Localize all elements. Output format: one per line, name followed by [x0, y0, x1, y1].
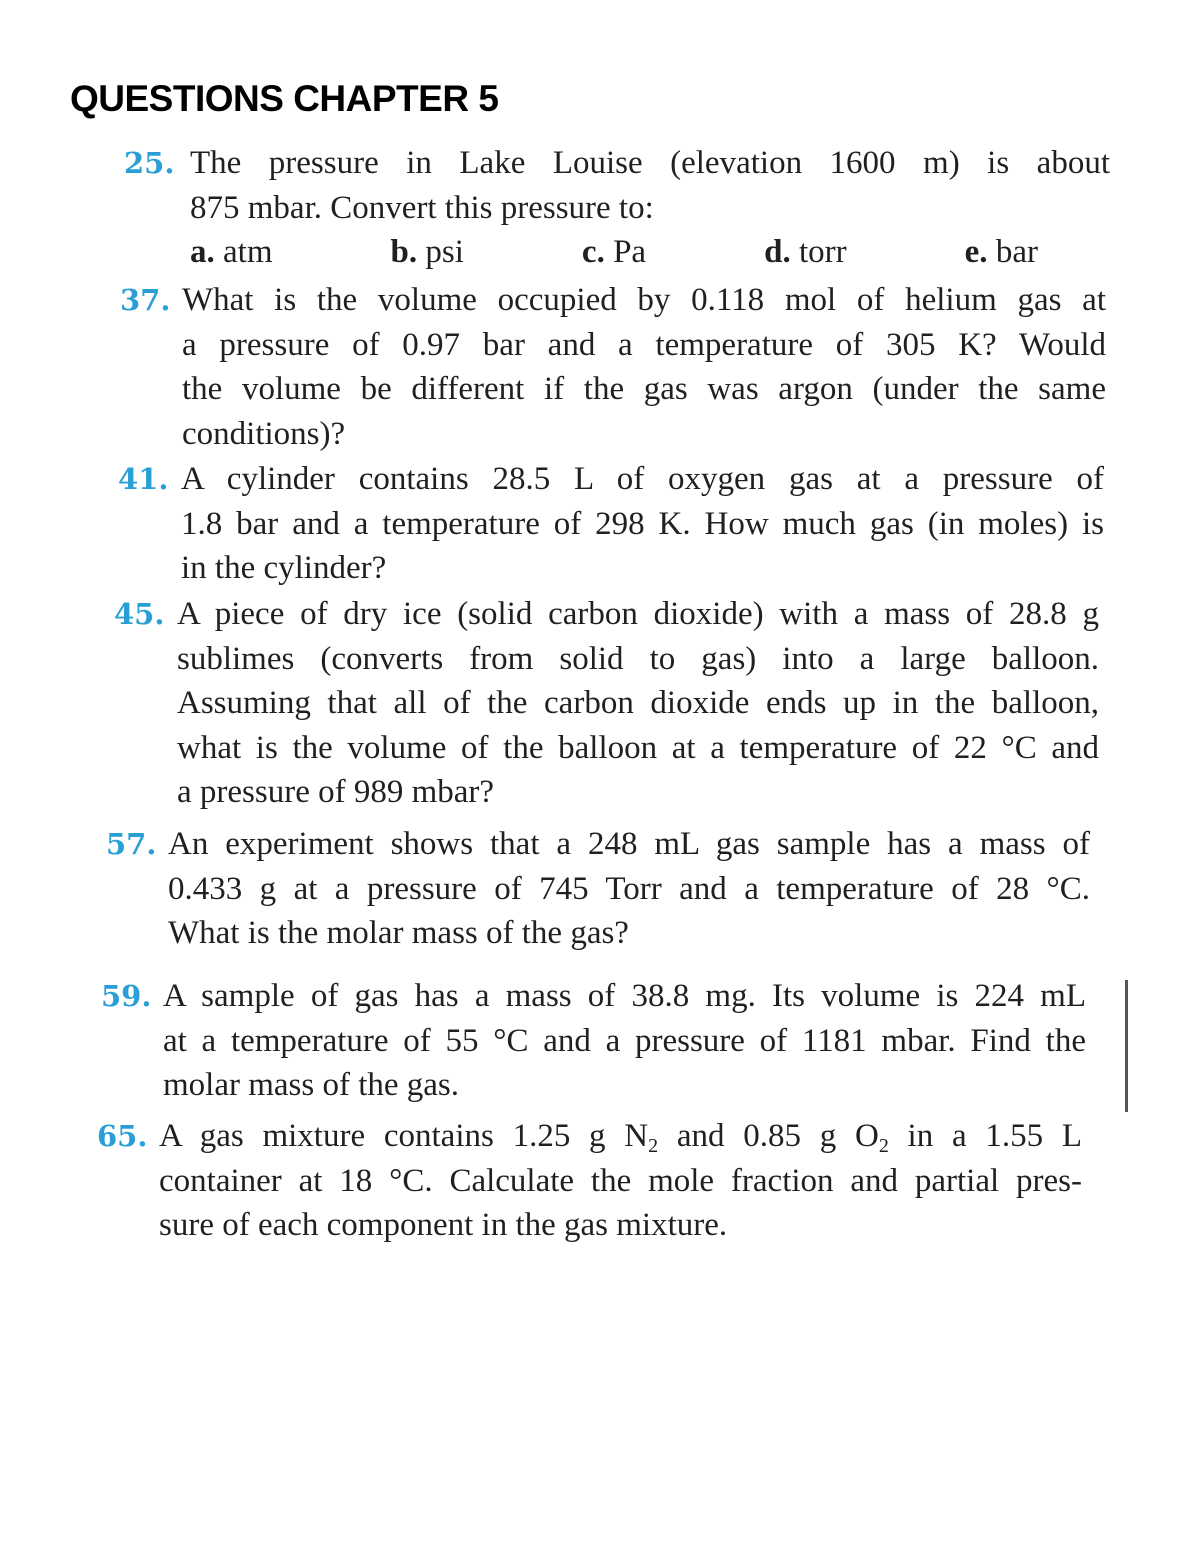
problem-line: 0.433 g at a pressure of 745 Torr and a temperature of 28 °C. [168, 870, 1090, 907]
problem-line: a pressure of 989 mbar? [177, 774, 495, 810]
problem-line: A piece of dry ice (solid carbon dioxide) with a mass of 28.8 g [177, 596, 1099, 632]
problem-line: A sample of gas has a mass of 38.8 mg. Its volume is 224 mL [163, 978, 1086, 1014]
problem-line: A cylinder contains 28.5 L of oxygen gas at a pressure of [181, 461, 1104, 497]
problem-37 [120, 278, 1106, 456]
problem-number: 57. [106, 827, 157, 861]
problem-line: The pressure in Lake Louise (elevation 1600 m) is about [190, 145, 1110, 181]
problem-45 [114, 592, 1099, 815]
part-c [582, 230, 646, 275]
problem-line: 875 mbar. Convert this pressure to: [190, 189, 654, 226]
problem-number: 45. [114, 597, 165, 631]
text-fragment: in a 1.55 L [888, 1118, 1082, 1154]
problem-25 [124, 141, 1110, 275]
page-heading: QUESTIONS CHAPTER 5 [70, 78, 499, 119]
problem-number: 59. [101, 979, 152, 1013]
problem-number: 25. [124, 146, 175, 180]
part-label: c. [581, 234, 605, 270]
problem-line: sure of each component in the gas mixture. [159, 1207, 728, 1243]
problem-line: An experiment shows that a 248 mL gas sample has a mass of [168, 826, 1090, 862]
problem-line: what is the volume of the balloon at a temperature of 22 °C and [177, 729, 1099, 766]
part-a [190, 230, 272, 275]
problem-line: 1.8 bar and a temperature of 298 K. How much gas (in moles) is [181, 505, 1104, 542]
problem-line: the volume be different if the gas was argon (under the same [182, 371, 1106, 407]
part-label: d. [764, 234, 791, 270]
problem-line [159, 1114, 1082, 1159]
part-text: bar [995, 234, 1038, 270]
problem-line: conditions)? [182, 415, 346, 452]
problem-line: at a temperature of 55 °C and a pressure of 1181 mbar. Find the [163, 1022, 1086, 1059]
text-fragment: A gas mixture contains 1.25 g N [159, 1118, 649, 1154]
part-text: Pa [613, 234, 647, 270]
problem-line: What is the volume occupied by 0.118 mol of helium gas at [182, 282, 1106, 318]
problem-line: sublimes (converts from solid to gas) into a large balloon. [177, 640, 1099, 677]
problem-number: 37. [120, 283, 171, 317]
part-label: b. [390, 234, 418, 270]
part-text: torr [798, 234, 847, 270]
problem-41 [118, 457, 1104, 591]
part-d [764, 230, 847, 275]
part-label: e. [964, 234, 988, 270]
answer-parts [190, 230, 1038, 275]
problem-number: 65. [97, 1119, 148, 1153]
part-e [965, 230, 1038, 275]
subscript: 2 [878, 1135, 889, 1157]
problem-line: container at 18 °C. Calculate the mole fraction and partial pres- [159, 1162, 1082, 1199]
margin-rule [1125, 980, 1128, 1112]
problem-line: Assuming that all of the carbon dioxide ends up in the balloon, [177, 685, 1099, 721]
problem-line: in the cylinder? [181, 550, 387, 586]
problem-number: 41. [118, 462, 169, 496]
part-label: a. [190, 234, 215, 270]
part-b [391, 230, 464, 275]
problem-line: molar mass of the gas. [163, 1067, 460, 1103]
text-fragment: and 0.85 g O [658, 1118, 879, 1154]
part-text: psi [425, 234, 464, 270]
problem-57 [106, 822, 1090, 956]
part-text: atm [223, 234, 273, 270]
problem-65 [97, 1114, 1082, 1248]
subscript: 2 [648, 1135, 659, 1157]
problem-line: What is the molar mass of the gas? [168, 915, 629, 951]
problem-59 [101, 974, 1086, 1108]
problem-line: a pressure of 0.97 bar and a temperature of 305 K? Would [182, 326, 1106, 363]
